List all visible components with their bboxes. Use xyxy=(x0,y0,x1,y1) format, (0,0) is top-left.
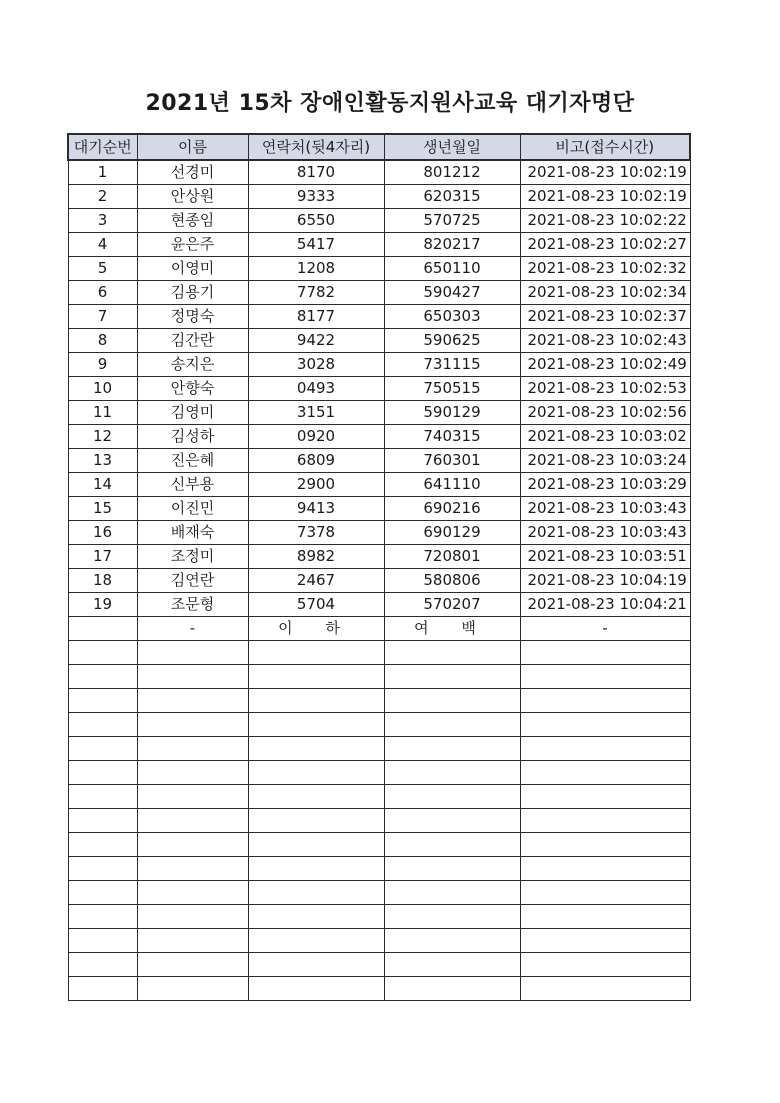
cell-phone: 2900 xyxy=(248,473,384,497)
cell-phone: 2467 xyxy=(248,569,384,593)
empty-cell xyxy=(520,689,690,713)
empty-row xyxy=(68,641,690,665)
empty-cell xyxy=(248,881,384,905)
empty-cell xyxy=(520,929,690,953)
empty-cell xyxy=(68,857,137,881)
empty-row xyxy=(68,929,690,953)
cell-birthdate: 590427 xyxy=(384,281,520,305)
cell-wait-number: 8 xyxy=(68,329,137,353)
cell-phone: 7782 xyxy=(248,281,384,305)
cell-phone: 8177 xyxy=(248,305,384,329)
empty-cell xyxy=(520,809,690,833)
cell-wait-number: 10 xyxy=(68,377,137,401)
end-marker-row xyxy=(68,617,690,641)
empty-row xyxy=(68,833,690,857)
cell-name: 김연란 xyxy=(137,569,248,593)
cell-phone: 3151 xyxy=(248,401,384,425)
empty-cell xyxy=(137,953,248,977)
empty-cell xyxy=(137,809,248,833)
cell-birthdate: 690129 xyxy=(384,521,520,545)
empty-cell xyxy=(520,833,690,857)
cell-note: 2021-08-23 10:02:37 xyxy=(520,305,690,329)
cell-note: 2021-08-23 10:03:24 xyxy=(520,449,690,473)
empty-cell xyxy=(248,929,384,953)
cell-note: 2021-08-23 10:02:19 xyxy=(520,160,690,185)
empty-cell xyxy=(137,761,248,785)
cell-phone: 0920 xyxy=(248,425,384,449)
end-cell-name: - xyxy=(137,617,248,641)
empty-cell xyxy=(68,953,137,977)
empty-row xyxy=(68,905,690,929)
cell-note: 2021-08-23 10:02:22 xyxy=(520,209,690,233)
cell-note: 2021-08-23 10:02:56 xyxy=(520,401,690,425)
empty-cell xyxy=(137,857,248,881)
cell-note: 2021-08-23 10:02:32 xyxy=(520,257,690,281)
cell-phone: 9333 xyxy=(248,185,384,209)
empty-row xyxy=(68,665,690,689)
cell-name: 진은혜 xyxy=(137,449,248,473)
empty-cell xyxy=(520,761,690,785)
cell-phone: 5704 xyxy=(248,593,384,617)
empty-row xyxy=(68,785,690,809)
cell-birthdate: 690216 xyxy=(384,497,520,521)
empty-cell xyxy=(248,785,384,809)
cell-wait-number: 7 xyxy=(68,305,137,329)
empty-cell xyxy=(137,833,248,857)
cell-wait-number: 13 xyxy=(68,449,137,473)
empty-cell xyxy=(384,905,520,929)
cell-note: 2021-08-23 10:03:02 xyxy=(520,425,690,449)
empty-cell xyxy=(384,761,520,785)
empty-cell xyxy=(384,977,520,1001)
cell-note: 2021-08-23 10:03:43 xyxy=(520,497,690,521)
empty-cell xyxy=(68,977,137,1001)
empty-cell xyxy=(68,929,137,953)
empty-cell xyxy=(520,641,690,665)
end-cell-phone: 이 하 xyxy=(248,617,384,641)
cell-wait-number: 2 xyxy=(68,185,137,209)
cell-name: 김성하 xyxy=(137,425,248,449)
cell-note: 2021-08-23 10:02:27 xyxy=(520,233,690,257)
table-row xyxy=(68,377,690,401)
table-row xyxy=(68,209,690,233)
empty-cell xyxy=(68,833,137,857)
cell-note: 2021-08-23 10:03:51 xyxy=(520,545,690,569)
cell-name: 조정미 xyxy=(137,545,248,569)
empty-cell xyxy=(248,641,384,665)
cell-birthdate: 580806 xyxy=(384,569,520,593)
empty-cell xyxy=(137,785,248,809)
cell-note: 2021-08-23 10:03:43 xyxy=(520,521,690,545)
cell-birthdate: 620315 xyxy=(384,185,520,209)
empty-cell xyxy=(384,881,520,905)
empty-cell xyxy=(384,713,520,737)
empty-cell xyxy=(137,737,248,761)
cell-wait-number: 12 xyxy=(68,425,137,449)
cell-phone: 1208 xyxy=(248,257,384,281)
empty-cell xyxy=(248,665,384,689)
cell-note: 2021-08-23 10:02:34 xyxy=(520,281,690,305)
empty-cell xyxy=(68,905,137,929)
table-row xyxy=(68,353,690,377)
cell-name: 김간란 xyxy=(137,329,248,353)
empty-cell xyxy=(137,905,248,929)
cell-note: 2021-08-23 10:03:29 xyxy=(520,473,690,497)
cell-phone: 5417 xyxy=(248,233,384,257)
cell-birthdate: 820217 xyxy=(384,233,520,257)
cell-wait-number: 19 xyxy=(68,593,137,617)
empty-cell xyxy=(68,881,137,905)
empty-cell xyxy=(384,737,520,761)
header-name: 이름 xyxy=(137,134,248,160)
cell-note: 2021-08-23 10:02:43 xyxy=(520,329,690,353)
cell-birthdate: 570725 xyxy=(384,209,520,233)
empty-row xyxy=(68,689,690,713)
table-row xyxy=(68,473,690,497)
empty-cell xyxy=(68,665,137,689)
waitlist-table xyxy=(67,133,691,1001)
cell-name: 신부용 xyxy=(137,473,248,497)
cell-wait-number: 18 xyxy=(68,569,137,593)
cell-wait-number: 9 xyxy=(68,353,137,377)
empty-cell xyxy=(248,833,384,857)
cell-phone: 6809 xyxy=(248,449,384,473)
table-row xyxy=(68,449,690,473)
empty-cell xyxy=(68,713,137,737)
cell-wait-number: 3 xyxy=(68,209,137,233)
cell-birthdate: 740315 xyxy=(384,425,520,449)
table-row xyxy=(68,329,690,353)
cell-name: 조문형 xyxy=(137,593,248,617)
cell-birthdate: 590625 xyxy=(384,329,520,353)
table-header-row xyxy=(68,134,690,160)
empty-cell xyxy=(384,689,520,713)
cell-birthdate: 641110 xyxy=(384,473,520,497)
table-row xyxy=(68,545,690,569)
table-row xyxy=(68,233,690,257)
empty-row xyxy=(68,953,690,977)
empty-cell xyxy=(248,905,384,929)
cell-wait-number: 1 xyxy=(68,160,137,185)
empty-row xyxy=(68,977,690,1001)
empty-cell xyxy=(520,737,690,761)
cell-phone: 8982 xyxy=(248,545,384,569)
empty-row xyxy=(68,809,690,833)
cell-phone: 9413 xyxy=(248,497,384,521)
cell-wait-number: 14 xyxy=(68,473,137,497)
empty-cell xyxy=(384,665,520,689)
table-row xyxy=(68,497,690,521)
cell-birthdate: 760301 xyxy=(384,449,520,473)
cell-note: 2021-08-23 10:04:21 xyxy=(520,593,690,617)
header-note: 비고(접수시간) xyxy=(520,134,690,160)
cell-birthdate: 731115 xyxy=(384,353,520,377)
cell-phone: 8170 xyxy=(248,160,384,185)
empty-cell xyxy=(68,689,137,713)
cell-birthdate: 801212 xyxy=(384,160,520,185)
empty-cell xyxy=(520,857,690,881)
cell-note: 2021-08-23 10:02:53 xyxy=(520,377,690,401)
table-row xyxy=(68,185,690,209)
empty-cell xyxy=(384,953,520,977)
document-title: 2021년 15차 장애인활동지원사교육 대기자명단 xyxy=(145,91,635,116)
cell-phone: 3028 xyxy=(248,353,384,377)
empty-cell xyxy=(248,977,384,1001)
table-row xyxy=(68,305,690,329)
empty-cell xyxy=(384,785,520,809)
empty-cell xyxy=(520,665,690,689)
table-row xyxy=(68,569,690,593)
table-row xyxy=(68,521,690,545)
empty-cell xyxy=(248,737,384,761)
header-birthdate: 생년월일 xyxy=(384,134,520,160)
empty-cell xyxy=(248,761,384,785)
empty-row xyxy=(68,713,690,737)
empty-cell xyxy=(520,953,690,977)
empty-row xyxy=(68,761,690,785)
empty-cell xyxy=(68,737,137,761)
cell-birthdate: 650303 xyxy=(384,305,520,329)
cell-birthdate: 720801 xyxy=(384,545,520,569)
empty-cell xyxy=(248,713,384,737)
end-cell-note: - xyxy=(520,617,690,641)
cell-name: 윤은주 xyxy=(137,233,248,257)
empty-cell xyxy=(520,977,690,1001)
cell-phone: 0493 xyxy=(248,377,384,401)
cell-name: 선경미 xyxy=(137,160,248,185)
cell-phone: 9422 xyxy=(248,329,384,353)
cell-wait-number: 15 xyxy=(68,497,137,521)
empty-cell xyxy=(137,665,248,689)
cell-phone: 7378 xyxy=(248,521,384,545)
cell-wait-number: 17 xyxy=(68,545,137,569)
empty-cell xyxy=(248,857,384,881)
empty-cell xyxy=(137,641,248,665)
cell-wait-number: 6 xyxy=(68,281,137,305)
table-row xyxy=(68,401,690,425)
end-cell-birthdate: 여 백 xyxy=(384,617,520,641)
empty-row xyxy=(68,737,690,761)
empty-cell xyxy=(68,761,137,785)
cell-birthdate: 590129 xyxy=(384,401,520,425)
empty-cell xyxy=(520,785,690,809)
cell-name: 이진민 xyxy=(137,497,248,521)
empty-cell xyxy=(520,881,690,905)
empty-cell xyxy=(384,857,520,881)
cell-birthdate: 750515 xyxy=(384,377,520,401)
empty-cell xyxy=(137,881,248,905)
empty-cell xyxy=(248,809,384,833)
cell-birthdate: 650110 xyxy=(384,257,520,281)
cell-note: 2021-08-23 10:02:49 xyxy=(520,353,690,377)
cell-wait-number: 5 xyxy=(68,257,137,281)
table-row xyxy=(68,593,690,617)
empty-row xyxy=(68,881,690,905)
cell-birthdate: 570207 xyxy=(384,593,520,617)
cell-name: 송지은 xyxy=(137,353,248,377)
empty-cell xyxy=(68,641,137,665)
cell-wait-number: 16 xyxy=(68,521,137,545)
empty-cell xyxy=(520,905,690,929)
empty-cell xyxy=(68,785,137,809)
empty-cell xyxy=(384,833,520,857)
cell-name: 이영미 xyxy=(137,257,248,281)
empty-cell xyxy=(384,929,520,953)
empty-row xyxy=(68,857,690,881)
cell-wait-number: 4 xyxy=(68,233,137,257)
empty-cell xyxy=(137,977,248,1001)
cell-name: 배재숙 xyxy=(137,521,248,545)
end-cell-wait-number xyxy=(68,617,137,641)
cell-note: 2021-08-23 10:02:19 xyxy=(520,185,690,209)
table-row xyxy=(68,257,690,281)
cell-name: 현종임 xyxy=(137,209,248,233)
cell-wait-number: 11 xyxy=(68,401,137,425)
table-row xyxy=(68,425,690,449)
empty-cell xyxy=(248,689,384,713)
empty-cell xyxy=(137,929,248,953)
cell-name: 안상원 xyxy=(137,185,248,209)
empty-cell xyxy=(384,641,520,665)
empty-cell xyxy=(384,809,520,833)
cell-name: 김용기 xyxy=(137,281,248,305)
cell-name: 정명숙 xyxy=(137,305,248,329)
empty-cell xyxy=(520,713,690,737)
empty-cell xyxy=(68,809,137,833)
header-wait-number: 대기순번 xyxy=(68,134,137,160)
empty-cell xyxy=(248,953,384,977)
cell-note: 2021-08-23 10:04:19 xyxy=(520,569,690,593)
header-phone: 연락처(뒷4자리) xyxy=(248,134,384,160)
table-row xyxy=(68,160,690,185)
table-row xyxy=(68,281,690,305)
cell-name: 김영미 xyxy=(137,401,248,425)
cell-name: 안향숙 xyxy=(137,377,248,401)
cell-phone: 6550 xyxy=(248,209,384,233)
empty-cell xyxy=(137,713,248,737)
empty-cell xyxy=(137,689,248,713)
